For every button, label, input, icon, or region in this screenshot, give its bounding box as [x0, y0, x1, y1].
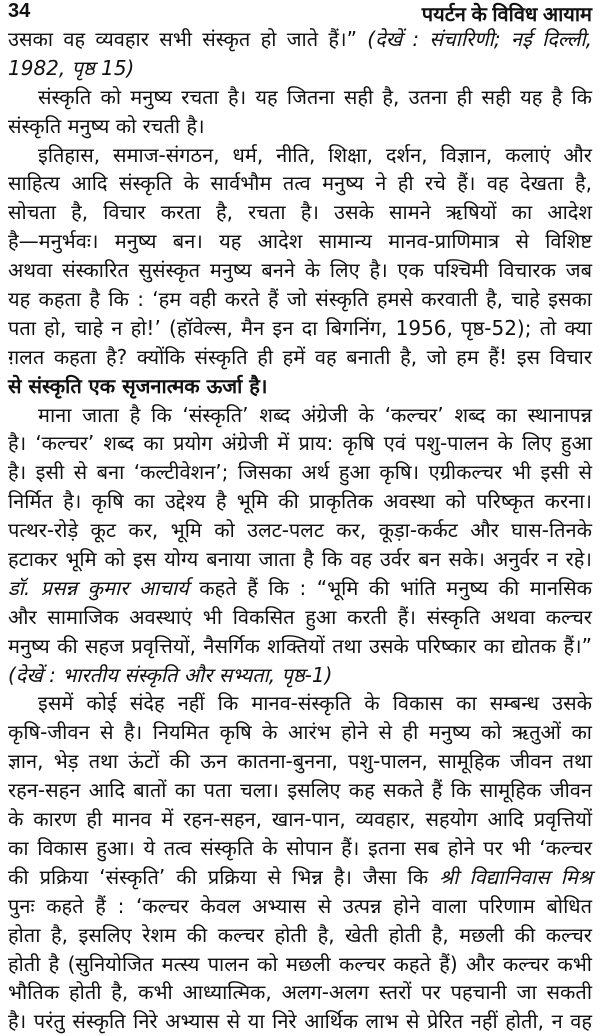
text-line: [8, 256, 592, 285]
text-line: [8, 545, 592, 574]
text-segment: और सामाजिक अवस्थाएं भी विकसित हुआ करती हैं। संस्कृति अथवा कल्चर: [8, 604, 592, 629]
text-segment: माना जाता है कि ‘संस्कृति’ शब्द अंग्रेजी के ‘कल्चर’ शब्द का स्थानापन्न: [38, 402, 592, 427]
text-line: [8, 141, 592, 170]
text-segment: पत्थर-रोड़े कूट कर, भूमि को उलट-पलट कर, कूड़ा-कर्कट और घास-तिनके: [8, 518, 592, 543]
text-line: [8, 487, 592, 516]
text-segment: कृषि-जीवन से है। नियमित कृषि के आरंभ होने से ही मनुष्य को ऋतुओं का: [8, 720, 592, 745]
text-line: [8, 892, 592, 921]
text-segment: पता हो, चाहे न हो!’ (हॉवेल्स, मैन इन दा बिगनिंग, 1956, पृष्ठ-52); तो क्या: [8, 315, 592, 340]
text-line: [8, 950, 592, 979]
body-text: [8, 25, 592, 1036]
text-segment: पुनः कहते हैं : ‘कल्चर केवल अभ्यास से उत्पन्न होने वाला परिणाम बोधित: [8, 893, 592, 918]
text-line: [8, 747, 592, 776]
text-segment: का विकास हुआ। ये तत्व संस्कृति के सोपान हैं। इतना सब होने पर भी ‘कल्चर: [8, 835, 592, 860]
text-line: [8, 83, 592, 112]
text-segment: कहते हैं कि : “भूमि की भांति मनुष्य की मानसिक: [188, 575, 592, 600]
text-line: [8, 776, 592, 805]
text-segment: संस्कृति को मनुष्य रचता है। यह जितना सही है, उतना ही सही यह है कि: [38, 84, 592, 109]
text-line: [8, 25, 592, 54]
text-segment: है। परंतु संस्कृति निरे अभ्यास से या निरे आर्थिक लाभ से प्रेरित नहीं होती, न वह: [8, 1009, 592, 1034]
text-segment: इतिहास, समाज-संगठन, धर्म, नीति, शिक्षा, दर्शन, विज्ञान, कलाएं और: [38, 142, 592, 167]
text-line: [8, 516, 592, 545]
text-line: [8, 603, 592, 632]
text-line: [8, 169, 592, 198]
text-segment: भौतिक होती है, कभी आध्यात्मिक, अलग-अलग स्तरों पर पहचानी जा सकती: [8, 980, 592, 1005]
text-line: [8, 429, 592, 458]
text-line: [8, 661, 592, 690]
text-segment: सोचता है, विचार करता है, रचता है। उसके सामने ऋषियों का आदेश: [8, 200, 592, 225]
text-segment: है। ‘कल्चर’ शब्द का प्रयोग अंग्रेजी में प्राय: कृषि एवं पशु-पालन के लिए हुआ: [8, 431, 592, 456]
text-line: [8, 632, 592, 661]
text-segment: मनुष्य की सहज प्रवृत्तियों, नैसर्गिक शक्तियों तथा उसके परिष्कार का द्योतक हैं।”: [8, 633, 592, 658]
text-line: [8, 834, 592, 863]
text-segment: निर्मित है। कृषि का उद्देश्य है भूमि की प्राकृतिक अवस्था को परिष्कृत करना।: [8, 489, 592, 514]
text-segment: है। इसी से बना ‘कल्टीवेशन’; जिसका अर्थ हुआ कृषि। एग्रीकल्चर भी इसी से: [8, 460, 592, 485]
text-segment: की प्रक्रिया ‘संस्कृति’ की प्रक्रिया से भिन्न है। जैसा कि: [8, 864, 440, 889]
text-line: [8, 978, 592, 1007]
text-segment: हटाकर भूमि को इस योग्य बनाया जाता है कि वह उर्वर बन सके। अनुर्वर न रहे।: [8, 547, 592, 572]
italic-text: (देखें : भारतीय संस्कृति और सभ्यता, पृष्ठ-1): [8, 662, 333, 687]
text-line: [8, 718, 592, 747]
text-segment: साहित्य आदि संस्कृति के सार्वभौम तत्व मनुष्य ने ही रचे हैं। वह देखता है,: [8, 171, 592, 196]
text-line: [8, 285, 592, 314]
text-line: [8, 921, 592, 950]
text-segment: ग़लत कहता है? क्योंकि संस्कृति ही हमें वह बनाती है, जो हम हैं! इस विचार: [8, 344, 592, 369]
text-line: [8, 227, 592, 256]
text-line: [8, 1007, 592, 1036]
text-segment: संस्कृति मनुष्य को रचती है।: [8, 113, 205, 138]
italic-text: 1982, पृष्ठ 15): [8, 55, 135, 80]
italic-text: (देखें : संचारिणी; नई दिल्ली,: [367, 27, 592, 51]
text-line: [8, 401, 592, 430]
text-segment: अथवा संस्कारित सुसंस्कृत मनुष्य बनने के लिए है। एक पश्चिमी विचारक जब: [8, 258, 592, 283]
text-line: [8, 54, 592, 83]
text-line: [8, 112, 592, 141]
text-line: [8, 805, 592, 834]
text-segment: उसका वह व्यवहार सभी संस्कृत हो जाते हैं।”: [8, 27, 368, 51]
text-segment: है—मनुर्भवः। मनुष्य बन। यह आदेश सामान्य मानव-प्राणिमात्र से विशिष्ट: [8, 229, 592, 254]
text-segment: यह कहता है कि : ‘हम वही करते हैं जो संस्कृति हमसे करवाती है, चाहे इसका: [8, 287, 592, 312]
text-line: [8, 689, 592, 718]
text-segment: होता है, इसलिए रेशम की कल्चर होती है, खेती होती है, मछली की कल्चर: [8, 922, 592, 947]
text-line: [8, 458, 592, 487]
text-line: [8, 574, 592, 603]
text-segment: इसमें कोई संदेह नहीं कि मानव-संस्कृति के विकास का सम्बन्ध उसके: [38, 691, 592, 716]
text-line: [8, 198, 592, 227]
italic-text: श्री विद्यानिवास मिश्र: [439, 864, 592, 889]
text-line: [8, 314, 592, 343]
page-header: [8, 0, 592, 26]
running-title: पयर्टन के विविध आयाम: [421, 4, 592, 26]
text-line: [8, 863, 592, 892]
page-number: 34: [8, 0, 31, 22]
bold-text: से संस्कृति एक सृजनात्मक ऊर्जा है।: [8, 373, 268, 398]
italic-text: डॉ. प्रसन्न कुमार आचार्य: [8, 575, 189, 600]
text-segment: ज्ञान, भेड़ तथा ऊंटों की ऊन कातना-बुनना, पशु-पालन, सामूहिक जीवन तथा: [8, 749, 592, 774]
text-line: [8, 372, 592, 401]
text-segment: होती है (सुनियोजित मत्स्य पालन को मछली कल्चर कहते हैं) और कल्चर कभी: [8, 951, 592, 976]
text-line: [8, 343, 592, 372]
text-segment: के कारण ही मानव में रहन-सहन, खान-पान, व्यवहार, सहयोग आदि प्रवृत्तियों: [8, 807, 592, 832]
text-segment: रहन-सहन आदि बातों का पता चला। इसलिए कह सकते हैं कि सामूहिक जीवन: [8, 778, 592, 803]
